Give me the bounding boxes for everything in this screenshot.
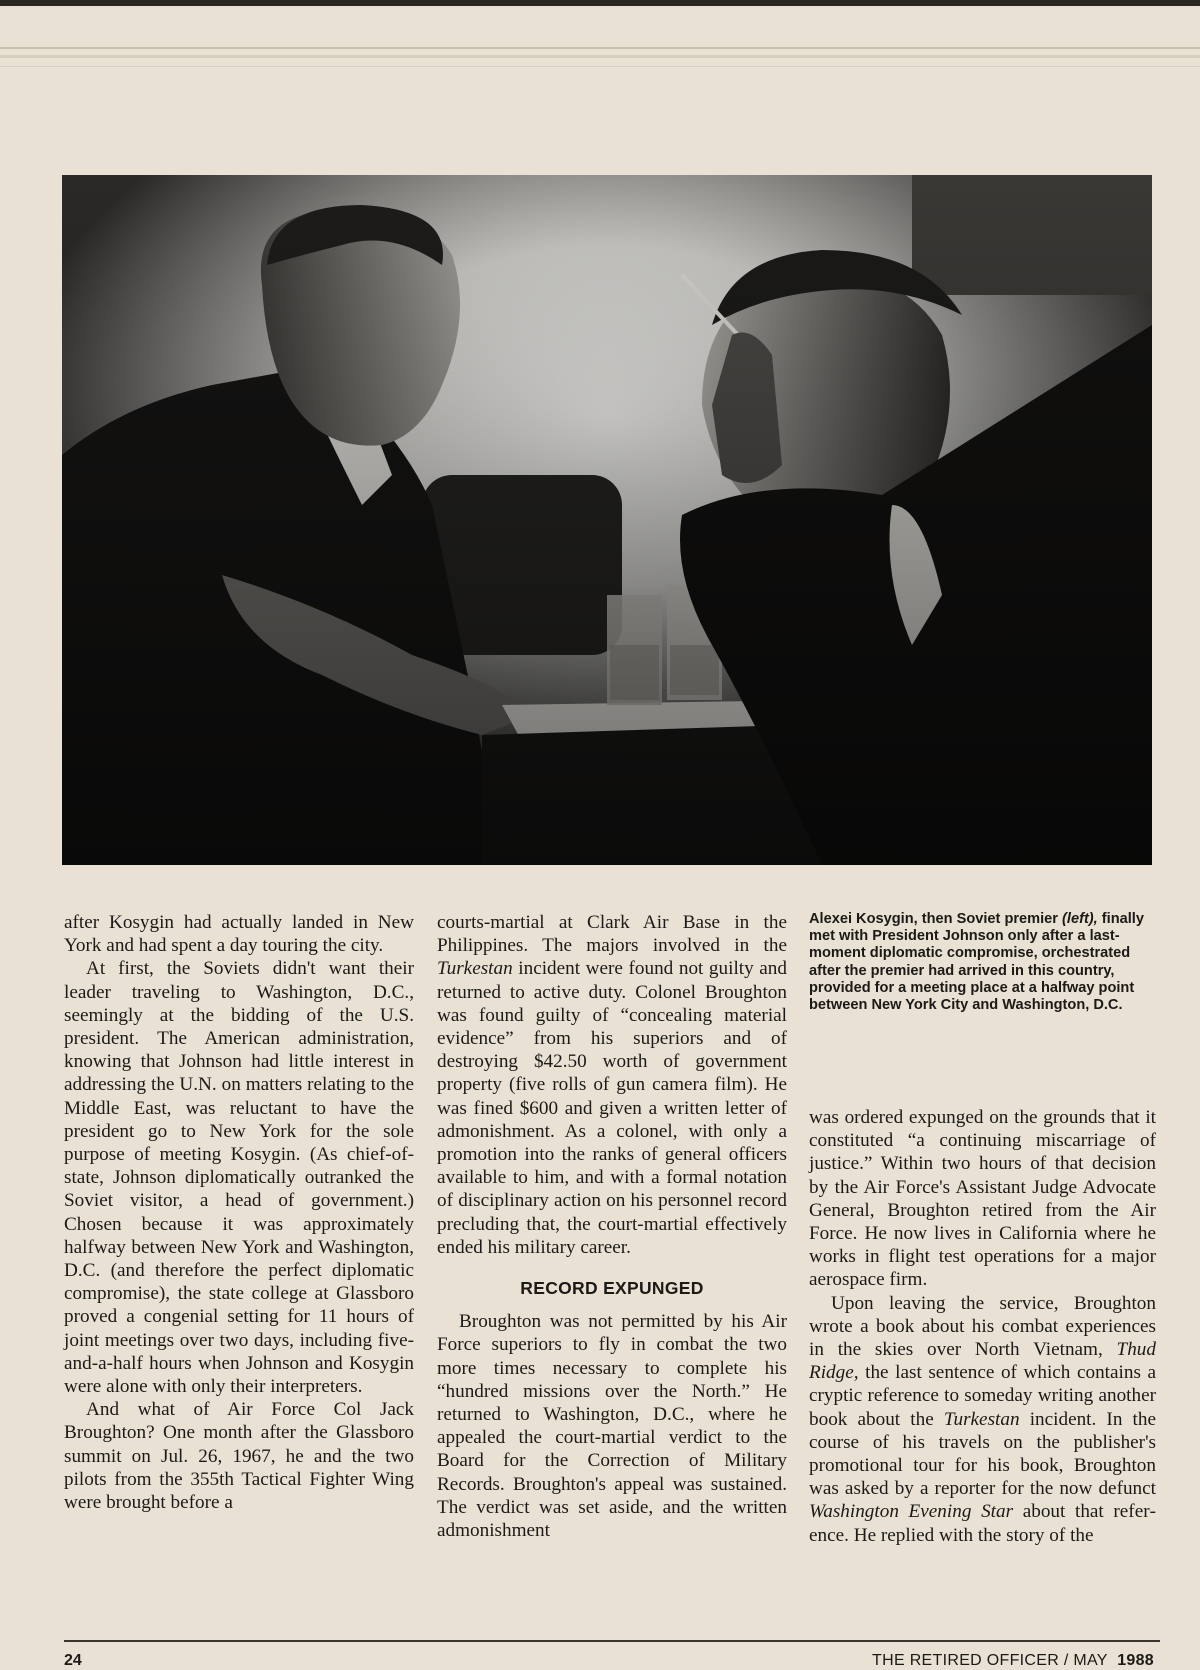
photo-caption: Alexei Kosygin, then Soviet premier (left), finally met with President Johnson only after a last-moment diplomatic compromise, orchestrated after the premier had arrived in this country, provided for a meeting place at a halfway point between New York City and Washington, D.C. (809, 911, 1144, 1014)
header-rule (0, 47, 1200, 49)
text-column-3 (809, 1106, 1156, 1547)
paragraph: Broughton was not permitted by his Air Force superiors to fly in combat the two more times necessary to complete his “hundred missions over the North.” He returned to Washington, D.C., where he appealed the court-martial verdict to the Board for the Correction of Military Records. Broughton's appeal was sustained. The verdict was set aside, and the written admonishment (437, 1311, 787, 1542)
photograph (62, 175, 1152, 865)
page-number: 24 (64, 1652, 82, 1669)
footer-rule (64, 1640, 1160, 1642)
paragraph: And what of Air Force Col Jack Broughton? One month after the Glassboro summit on Jul. 26, 1967, he and the two pilots from the 355th Tactical Fighter Wing were brought before a (64, 1399, 414, 1514)
top-border (0, 0, 1200, 6)
photo-illustration (62, 175, 1152, 865)
text-column-2 (437, 911, 787, 1542)
header-rule (0, 55, 1200, 58)
paragraph: At first, the Soviets didn't want their leader traveling to Washington, D.C., seemingly at the bidding of the U.S. president. The American administration, knowing that Johnson had little interest in addressing the U.N. on matters relating to the Middle East, was reluctant to have the president go to New York for the sole purpose of meeting Kosygin. (As chief-of-state, Johnson diplomatically outranked the Soviet visitor, a head of government.) Chosen because it was approximately halfway between New York and Washington, D.C. (and therefore the perfect diplomatic compromise), the state college at Glassboro proved a congenial setting for 11 hours of joint meetings over two days, including five-and-a-half hours when Johnson and Kosygin were alone with only their interpreters. (64, 958, 414, 1398)
paragraph: Upon leaving the service, Broughton wrote a book about his combat experiences in the skies over North Vietnam, Thud Ridge, the last sentence of which contains a cryptic reference to someday writing another book about the Turkestan incident. In the course of his travels on the publisher's promotional tour for his book, Broughton was asked by a reporter for the now defunct Washington Evening Star about that reference. He replied with the story of the (809, 1292, 1156, 1546)
running-footer: THE RETIRED OFFICER / MAY 1988 (872, 1652, 1154, 1669)
paragraph: after Kosygin had actually landed in New York and had spent a day touring the city. (64, 912, 414, 957)
paragraph: courts-martial at Clark Air Base in the Philippines. The majors involved in the Turkestan incident were found not guilty and returned to active duty. Colonel Broughton was found guilty of “concealing material evidence” from his superiors and of destroying $42.50 worth of government property (five rolls of gun camera film). He was fined $600 and given a written letter of admonishment. As a colonel, with only a promotion into the ranks of general officers available to him, and with a formal notation of disciplinary action on his personnel record precluding that, the court-martial effectively ended his military career. (437, 912, 787, 1258)
text-column-1 (64, 911, 414, 1514)
section-subhead: RECORD EXPUNGED (520, 1278, 704, 1299)
header-rule (0, 66, 1200, 67)
paragraph: was ordered expunged on the grounds that it constituted “a continuing miscarriage of justice.” Within two hours of that decision by the Air Force's Assistant Judge Advocate General, Broughton retired from the Air Force. He now lives in California where he works in flight test operations for a major aerospace firm. (809, 1107, 1156, 1291)
